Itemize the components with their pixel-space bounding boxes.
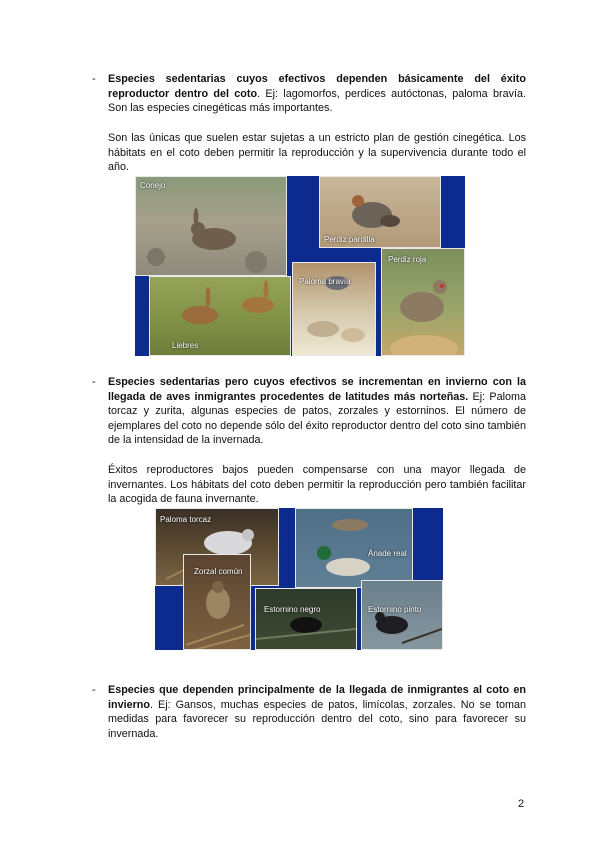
section-2-heading: Especies sedentarias pero cuyos efectivos se incrementan en invierno con la llegada de aves inmigrantes procedentes de latitudes más norteñas. — [108, 376, 526, 403]
section-1-heading: Especies sedentarias cuyos efectivos dependen básicamente del éxito reproductor dentro del coto — [108, 73, 526, 100]
red-partridge-photo — [381, 248, 465, 356]
section-1-text: . Ej: lagomorfos, perdices autóctonas, paloma bravía. Son las especies cinegéticas más importantes. — [108, 87, 526, 114]
hares-photo — [149, 276, 291, 356]
caption-paloma-torcaz: Paloma torcaz — [160, 515, 212, 524]
section-1-paragraph-2: Son las únicas que suelen estar sujetas a un estricto plan de gestión cinegética. Los hábitats en el coto deben permitir la reproducción y la supervivencia durante todo el año. — [108, 132, 526, 173]
caption-perdiz-roja: Perdiz roja — [388, 255, 427, 264]
section-1-paragraph — [108, 72, 526, 116]
section-2-text: Ej: Paloma torcaz y zurita, algunas especies de patos, zorzales y estorninos. El número de ejemplares del coto no depende sólo del éxito reproductor dentro del coto sino también de la intensidad de la invernada. — [108, 390, 526, 446]
spotless-starling-photo — [255, 588, 357, 650]
section-2-paragraph — [108, 375, 526, 448]
caption-paloma-bravia: Paloma bravía — [299, 277, 351, 286]
caption-perdiz-pardilla: Perdiz pardilla — [324, 235, 375, 244]
section-2-paragraph-2: Éxitos reproductores bajos pueden compensarse con una mayor llegada de invernantes. Los hábitats del coto deben permitir la reproducción pero también facilitar la acogida de fauna invernante. — [108, 464, 526, 505]
rabbit-photo — [135, 176, 287, 276]
page-number: 2 — [518, 798, 525, 810]
caption-estornino-negro: Estornino negro — [264, 605, 321, 614]
caption-anade-real: Ánade real — [368, 549, 407, 558]
game-species-collage — [135, 176, 465, 356]
song-thrush-photo — [183, 554, 251, 650]
caption-liebres: Liebres — [172, 341, 199, 350]
winter-birds-collage — [155, 508, 443, 650]
section-3-text: . Ej: Gansos, muchas especies de patos, limícolas, zorzales. No se toman medidas para favorecer su reproducción dentro del coto, sino para favorecer su invernada. — [108, 698, 526, 740]
caption-zorzal-comun: Zorzal común — [194, 567, 243, 576]
rock-dove-photo — [292, 262, 376, 356]
starling-icon — [256, 589, 357, 650]
starling-pinto-icon — [362, 581, 443, 650]
bullet-marker: - — [92, 684, 96, 696]
section-3-paragraph — [108, 683, 526, 741]
mallard-photo — [295, 508, 413, 588]
grey-partridge-photo — [319, 176, 441, 248]
common-starling-photo — [361, 580, 443, 650]
bullet-marker: - — [92, 73, 96, 85]
bullet-marker: - — [92, 376, 96, 388]
caption-conejo: Conejo — [140, 181, 166, 190]
red-partridge-icon — [382, 249, 465, 356]
section-3-heading: Especies que dependen principalmente de la llegada de inmigrantes al coto en invierno — [108, 684, 526, 711]
caption-estornino-pinto: Estornino pinto — [368, 605, 422, 614]
rabbit-icon — [136, 177, 287, 276]
